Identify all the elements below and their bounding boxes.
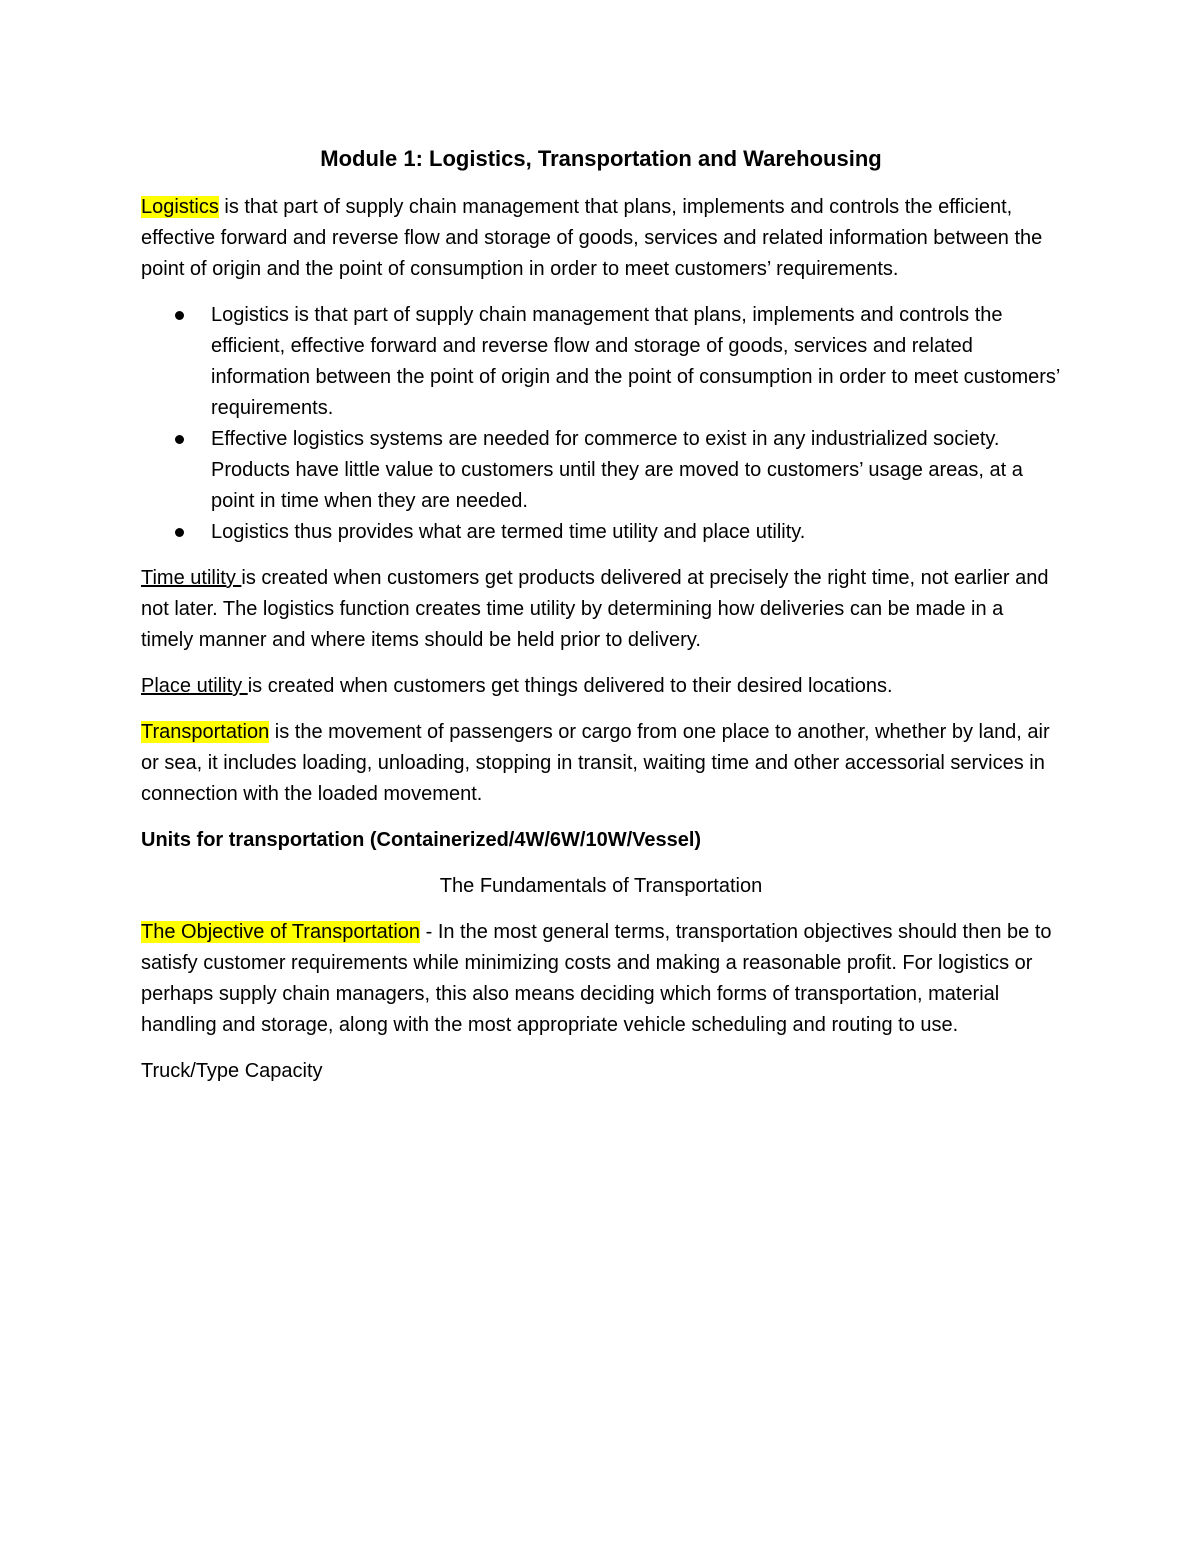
objective-text: - In the most general terms, transportation objectives should then be to satisfy customer requirements while minimizing costs and making a reasonable profit. For logistics or perhaps supply chain managers, this also means deciding which forms of transportation, material handling and storage, along with the most appropriate vehicle scheduling and routing to use.	[141, 921, 1052, 1036]
logistics-definition: is that part of supply chain management that plans, implements and controls the efficient, effective forward and reverse flow and storage of goods, services and related information between the point of origin and the point of consumption in order to meet customers’ requirements.	[141, 196, 1043, 280]
logistics-paragraph	[141, 192, 1061, 285]
bullet-icon	[175, 528, 184, 537]
bullet-icon	[175, 311, 184, 320]
logistics-term: Logistics	[141, 196, 219, 218]
time-utility-paragraph	[141, 563, 1061, 656]
units-heading: Units for transportation (Containerized/4W/6W/10W/Vessel)	[141, 829, 702, 851]
transportation-paragraph	[141, 717, 1061, 810]
list-item	[211, 424, 1061, 517]
objective-paragraph	[141, 917, 1061, 1041]
bullet-text: Logistics thus provides what are termed time utility and place utility.	[211, 521, 806, 543]
page-title: Module 1: Logistics, Transportation and Warehousing	[320, 146, 882, 171]
fundamentals-heading: The Fundamentals of Transportation	[439, 875, 763, 897]
logistics-bullet-list	[141, 300, 1061, 548]
truck-capacity-heading: Truck/Type Capacity	[141, 1060, 323, 1082]
bullet-icon	[175, 435, 184, 444]
place-utility-paragraph	[141, 671, 1061, 702]
bullet-text: Logistics is that part of supply chain management that plans, implements and controls the efficient, effective forward and reverse flow and storage of goods, services and related information between the point of origin and the point of consumption in order to meet customers’ requirements.	[211, 304, 1060, 419]
document-body	[141, 142, 1061, 1102]
list-item	[211, 300, 1061, 424]
place-utility-text: is created when customers get things delivered to their desired locations.	[247, 675, 893, 697]
place-utility-term: Place utility	[141, 675, 248, 697]
time-utility-term: Time utility	[141, 567, 242, 589]
list-item	[211, 517, 1061, 548]
objective-term: The Objective of Transportation	[141, 921, 421, 943]
time-utility-text: is created when customers get products delivered at precisely the right time, not earlier and not later. The logistics function creates time utility by determining how deliveries can be made in a timely manner and where items should be held prior to delivery.	[141, 567, 1049, 651]
bullet-text: Effective logistics systems are needed for commerce to exist in any industrialized society. Products have little value to customers until they are moved to customers’ usage areas, at a point in time when they are needed.	[211, 428, 1023, 512]
transportation-definition: is the movement of passengers or cargo from one place to another, whether by land, air or sea, it includes loading, unloading, stopping in transit, waiting time and other accessorial services in connection with the loaded movement.	[141, 721, 1050, 805]
transportation-term: Transportation	[141, 721, 270, 743]
